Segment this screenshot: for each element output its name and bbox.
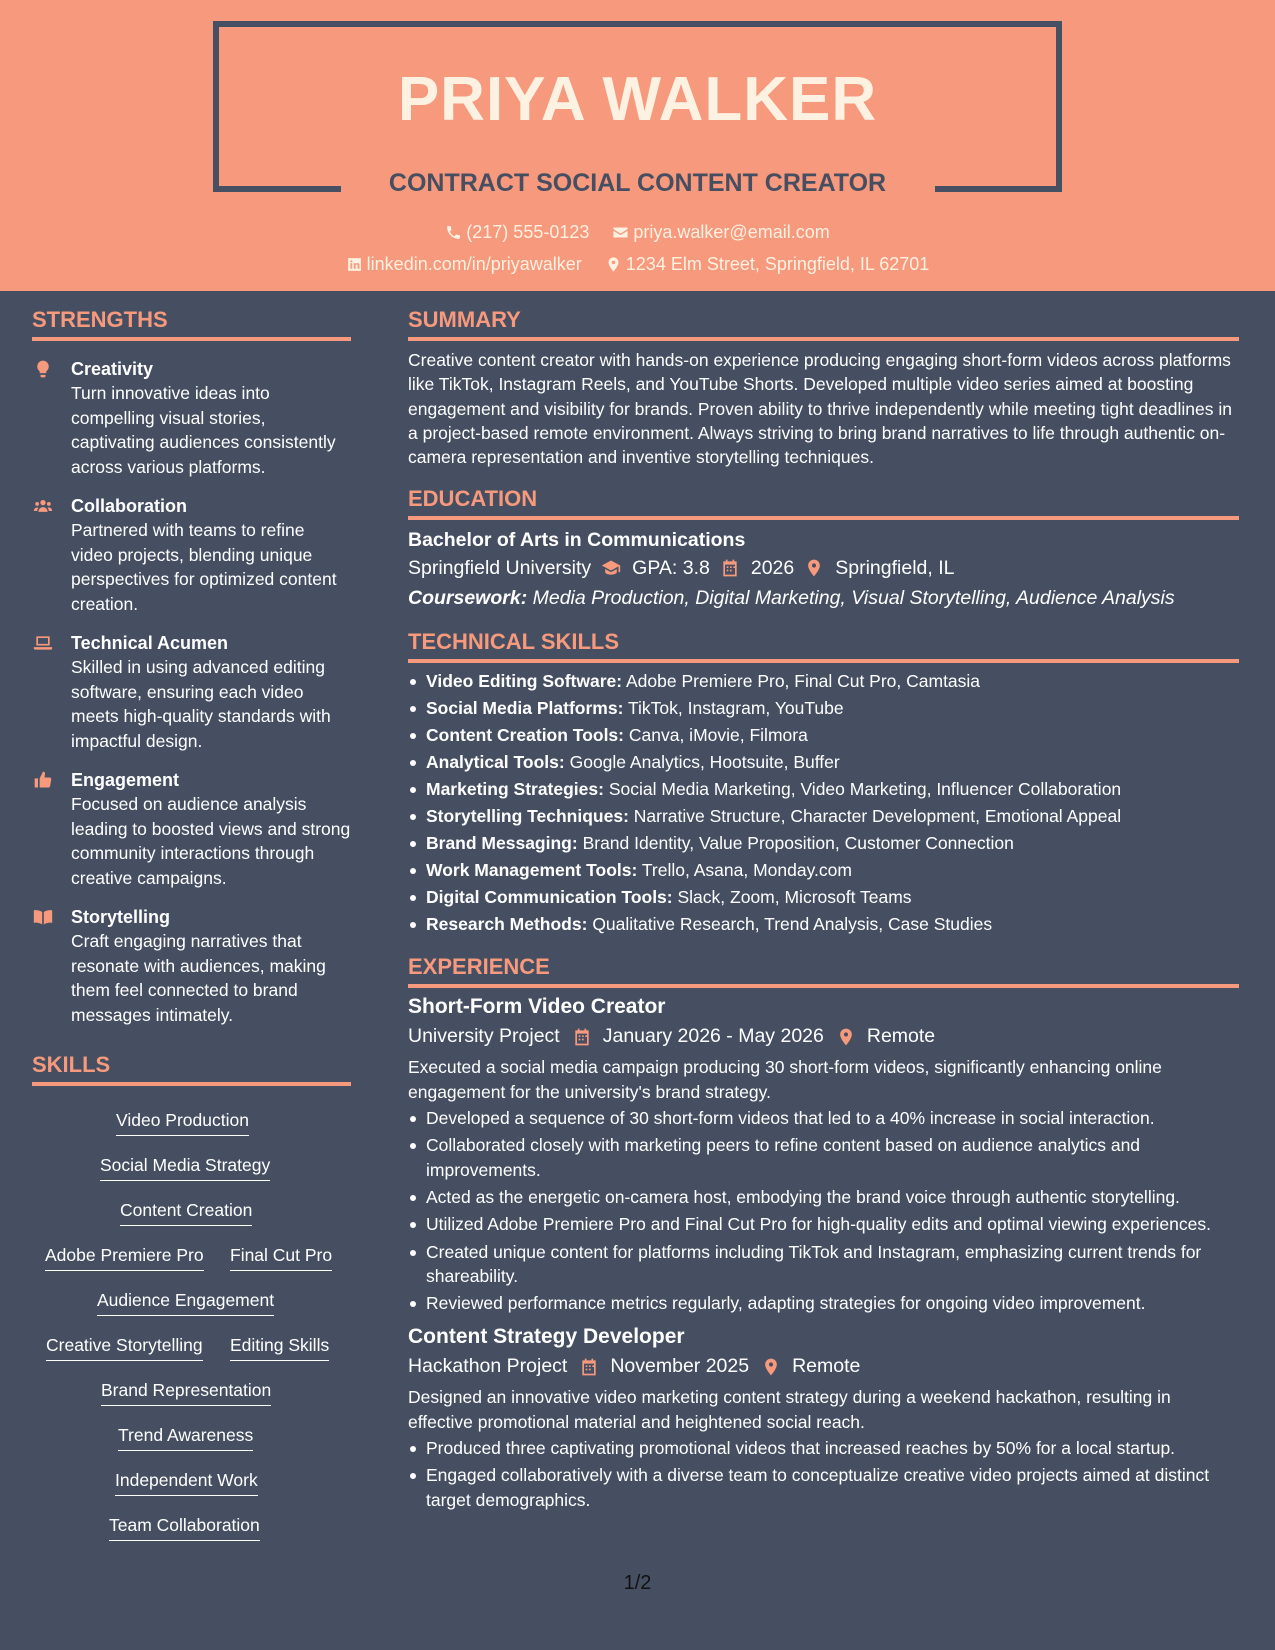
section-divider (408, 516, 1239, 520)
list-item: Utilized Adobe Premiere Pro and Final Cut Pro for high-quality edits and optimal viewing experiences. (408, 1212, 1239, 1236)
skill-value: Google Analytics, Hootsuite, Buffer (569, 752, 840, 773)
strength-item (32, 494, 351, 616)
list-item (408, 749, 1239, 776)
section-divider (408, 337, 1239, 341)
list-item (408, 803, 1239, 830)
job-title: Content Strategy Developer (408, 1325, 685, 1349)
section-title-summary: SUMMARY (408, 307, 521, 332)
skill-value: Canva, iMovie, Filmora (628, 725, 808, 746)
map-pin-icon (605, 256, 622, 273)
skill-value: TikTok, Instagram, YouTube (627, 698, 844, 719)
skill-tag: Audience Engagement (97, 1288, 274, 1316)
list-item (408, 830, 1239, 857)
strength-name: Engagement (71, 770, 180, 790)
skill-tag: Adobe Premiere Pro (45, 1243, 204, 1271)
job-location-item (761, 1351, 860, 1382)
section-title-technical-skills: TECHNICAL SKILLS (408, 629, 620, 655)
email-text: priya.walker@email.com (633, 222, 830, 242)
calendar-icon (720, 558, 740, 578)
job-org: Hackathon Project (408, 1355, 568, 1378)
strength-item (32, 357, 351, 479)
education-year-item (720, 553, 794, 583)
address-text: 1234 Elm Street, Springfield, IL 62701 (625, 254, 930, 274)
job-title: CONTRACT SOCIAL CONTENT CREATOR (388, 169, 887, 197)
strength-desc: Focused on audience analysis leading to boosted views and strong community interactions through creative campaigns. (71, 794, 351, 888)
right-column (408, 304, 1239, 1512)
resume-header (0, 0, 1275, 291)
strength-name: Technical Acumen (71, 633, 229, 653)
job-location: Remote (792, 1355, 861, 1378)
envelope-icon (612, 224, 629, 241)
skill-label: Marketing Strategies: (426, 779, 604, 800)
list-item (408, 884, 1239, 911)
left-column (32, 304, 351, 1535)
section-divider (408, 984, 1239, 988)
education-coursework (408, 583, 1239, 613)
skill-label: Video Editing Software: (426, 671, 623, 692)
section-divider (408, 659, 1239, 663)
skill-value: Slack, Zoom, Microsoft Teams (677, 887, 912, 908)
education-meta (408, 553, 1239, 583)
job-title: Short-Form Video Creator (408, 995, 666, 1019)
skill-label: Analytical Tools: (426, 752, 565, 773)
linkedin-icon (346, 256, 363, 273)
strength-name: Collaboration (71, 496, 187, 516)
candidate-name: PRIYA WALKER (397, 65, 878, 134)
calendar-icon (579, 1357, 599, 1377)
contact-row (0, 219, 1275, 248)
strength-item (32, 768, 351, 890)
coursework-label: Coursework: (408, 587, 528, 610)
summary-text: Creative content creator with hands-on experience producing engaging short-form videos across platforms like TikTok, Instagram Reels, and YouTube Shorts. Developed multiple video series aimed at boosting engagement and visibility for brands. Proven ability to thrive independently while meeting tight deadlines in a project-based remote environment. Always striving to bring brand narratives to life through authentic on-camera representation and inventive storytelling techniques. (408, 350, 1232, 468)
strength-item (32, 905, 351, 1027)
contact-row (0, 251, 1275, 280)
phone-icon (445, 224, 462, 241)
job-org: University Project (408, 1025, 560, 1048)
skill-value: Trello, Asana, Monday.com (641, 860, 852, 881)
education-school: Springfield University (408, 557, 592, 580)
skill-value: Social Media Marketing, Video Marketing, Influencer Collaboration (608, 779, 1122, 800)
skill-tag: Creative Storytelling (46, 1333, 203, 1361)
job-summary: Executed a social media campaign producing 30 short-form videos, significantly enhancing online engagement for the university's brand strategy. (408, 1057, 1162, 1102)
map-pin-icon (761, 1357, 781, 1377)
job-meta (408, 1021, 1239, 1052)
education-degree: Bachelor of Arts in Communications (408, 529, 746, 552)
skill-label: Research Methods: (426, 914, 588, 935)
section-title-strengths: STRENGTHS (32, 307, 168, 332)
job-dates-item (579, 1351, 749, 1382)
technical-skills-list (408, 668, 1239, 938)
education-gpa-item (601, 553, 710, 583)
section-title-skills: SKILLS (32, 1052, 111, 1077)
list-item (408, 722, 1239, 749)
list-item: Acted as the energetic on-camera host, embodying the brand voice through authentic storytelling. (408, 1185, 1239, 1209)
skill-tag: Team Collaboration (109, 1513, 260, 1541)
strength-name: Storytelling (71, 907, 171, 927)
skill-label: Work Management Tools: (426, 860, 638, 881)
address-contact (605, 251, 930, 277)
skill-value: Adobe Premiere Pro, Final Cut Pro, Camtasia (626, 671, 981, 692)
list-item (408, 695, 1239, 722)
job-dates: January 2026 - May 2026 (602, 1025, 824, 1048)
job-dates-item (572, 1021, 824, 1052)
thumbs-up-icon (32, 770, 54, 790)
strength-item (32, 631, 351, 753)
skill-tag: Video Production (116, 1108, 249, 1136)
skill-label: Brand Messaging: (426, 833, 578, 854)
section-divider (32, 337, 351, 341)
job-dates: November 2025 (610, 1355, 750, 1378)
book-icon (32, 907, 54, 927)
list-item: Reviewed performance metrics regularly, adapting strategies for ongoing video improvement. (408, 1291, 1239, 1315)
list-item: Collaborated closely with marketing peers to refine content based on audience analytics and improvements. (408, 1133, 1239, 1182)
coursework-text: Media Production, Digital Marketing, Visual Storytelling, Audience Analysis (532, 587, 1175, 610)
list-item (408, 857, 1239, 884)
skill-label: Social Media Platforms: (426, 698, 624, 719)
skill-value: Narrative Structure, Character Development, Emotional Appeal (633, 806, 1122, 827)
lightbulb-icon (32, 359, 54, 379)
strength-desc: Turn innovative ideas into compelling visual stories, captivating audiences consistently across various platforms. (71, 383, 336, 477)
section-title-education: EDUCATION (408, 486, 538, 512)
list-item: Engaged collaboratively with a diverse team to conceptualize creative video projects aimed at distinct target demographics. (408, 1463, 1239, 1512)
graduation-cap-icon (601, 558, 621, 578)
email-contact[interactable] (612, 219, 829, 245)
skill-tag: Editing Skills (230, 1333, 329, 1361)
education-year: 2026 (750, 557, 795, 580)
list-item: Produced three captivating promotional videos that increased reaches by 50% for a local startup. (408, 1436, 1239, 1460)
strength-desc: Partnered with teams to refine video projects, blending unique perspectives for optimized content creation. (71, 520, 337, 614)
map-pin-icon (836, 1027, 856, 1047)
job-summary: Designed an innovative video marketing content strategy during a weekend hackathon, resulting in effective promotional material and heightened social reach. (408, 1387, 1171, 1432)
skill-label: Storytelling Techniques: (426, 806, 629, 827)
skill-tag: Brand Representation (101, 1378, 271, 1406)
map-pin-icon (804, 558, 824, 578)
education-gpa: GPA: 3.8 (632, 557, 710, 580)
skill-value: Qualitative Research, Trend Analysis, Case Studies (592, 914, 993, 935)
skill-value: Brand Identity, Value Proposition, Customer Connection (582, 833, 1014, 854)
section-title-experience: EXPERIENCE (408, 954, 550, 980)
phone-contact[interactable] (445, 219, 589, 245)
strength-desc: Craft engaging narratives that resonate with audiences, making them feel connected to brand messages intimately. (71, 931, 326, 1025)
list-item (408, 776, 1239, 803)
skill-tag: Independent Work (115, 1468, 258, 1496)
list-item (408, 911, 1239, 938)
skill-tag: Trend Awareness (118, 1423, 253, 1451)
page-number: 1/2 (623, 1572, 652, 1594)
education-location: Springfield, IL (835, 557, 955, 580)
skill-tag: Social Media Strategy (100, 1153, 270, 1181)
strength-desc: Skilled in using advanced editing software, ensuring each video meets high-quality standards with impactful design. (71, 657, 331, 751)
calendar-icon (572, 1027, 592, 1047)
skill-tag: Final Cut Pro (230, 1243, 332, 1271)
job-bullets (408, 1106, 1239, 1315)
education-location-item (804, 553, 954, 583)
list-item (408, 668, 1239, 695)
phone-text: (217) 555-0123 (466, 222, 590, 242)
linkedin-contact[interactable] (346, 251, 582, 277)
skill-tag: Content Creation (120, 1198, 252, 1226)
laptop-icon (32, 633, 54, 653)
job-location-item (836, 1021, 935, 1052)
job-meta (408, 1351, 1239, 1382)
skill-label: Content Creation Tools: (426, 725, 624, 746)
header-frame (213, 21, 1062, 27)
list-item: Created unique content for platforms including TikTok and Instagram, emphasizing current trends for shareability. (408, 1240, 1239, 1289)
strength-name: Creativity (71, 359, 154, 379)
list-item: Developed a sequence of 30 short-form videos that led to a 40% increase in social interaction. (408, 1106, 1239, 1130)
skill-label: Digital Communication Tools: (426, 887, 673, 908)
job-bullets (408, 1436, 1239, 1512)
job-location: Remote (866, 1025, 936, 1048)
linkedin-text: linkedin.com/in/priyawalker (366, 254, 582, 274)
skills-list (32, 1086, 351, 1535)
users-icon (32, 496, 54, 516)
